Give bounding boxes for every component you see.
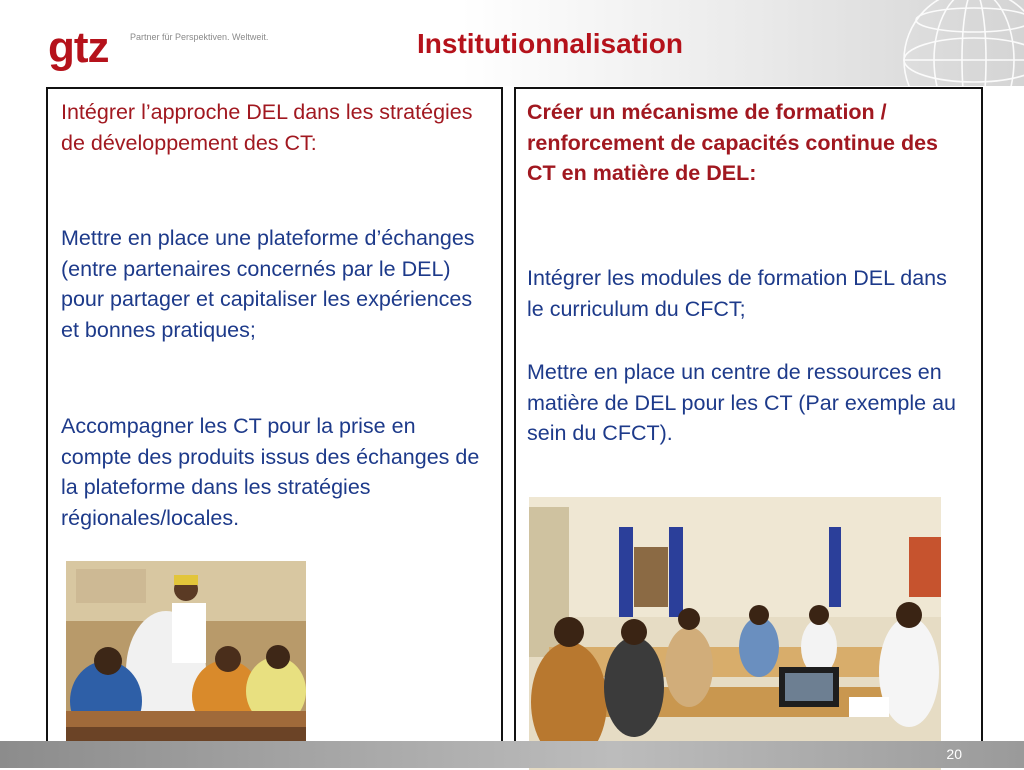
right-paragraph-1: Intégrer les modules de formation DEL dans le curriculum du CFCT; [527,266,947,321]
right-panel [514,87,983,768]
right-paragraph-2: Mettre en place un centre de ressources en matière de DEL pour les CT (Par exemple au sein du CFCT). [527,360,957,445]
right-heading: Créer un mécanisme de formation / renforcement de capacités continue des CT en matière de DEL: [527,100,939,185]
training-photo [529,497,941,770]
globe-icon [888,0,1024,86]
left-panel [46,87,503,768]
left-paragraph-1: Intégrer l’approche DEL dans les stratégies de développement des CT: [61,100,473,155]
logo-tagline: Partner für Perspektiven. Weltweit. [130,32,269,42]
slide-header [0,0,1024,86]
slide-footer [0,741,1024,768]
meeting-photo [66,561,306,741]
logo-mark: gtz [48,23,109,72]
slide-title: Institutionnalisation [417,28,683,59]
page-number: 20 [946,746,962,762]
left-paragraph-2: Mettre en place une plateforme d’échanges (entre partenaires concernés par le DEL) pour partager et capitaliser les expériences et bonnes pratiques; [61,226,475,342]
left-paragraph-3: Accompagner les CT pour la prise en compte des produits issus des échanges de la plateforme dans les stratégies régionales/locales. [61,414,480,530]
